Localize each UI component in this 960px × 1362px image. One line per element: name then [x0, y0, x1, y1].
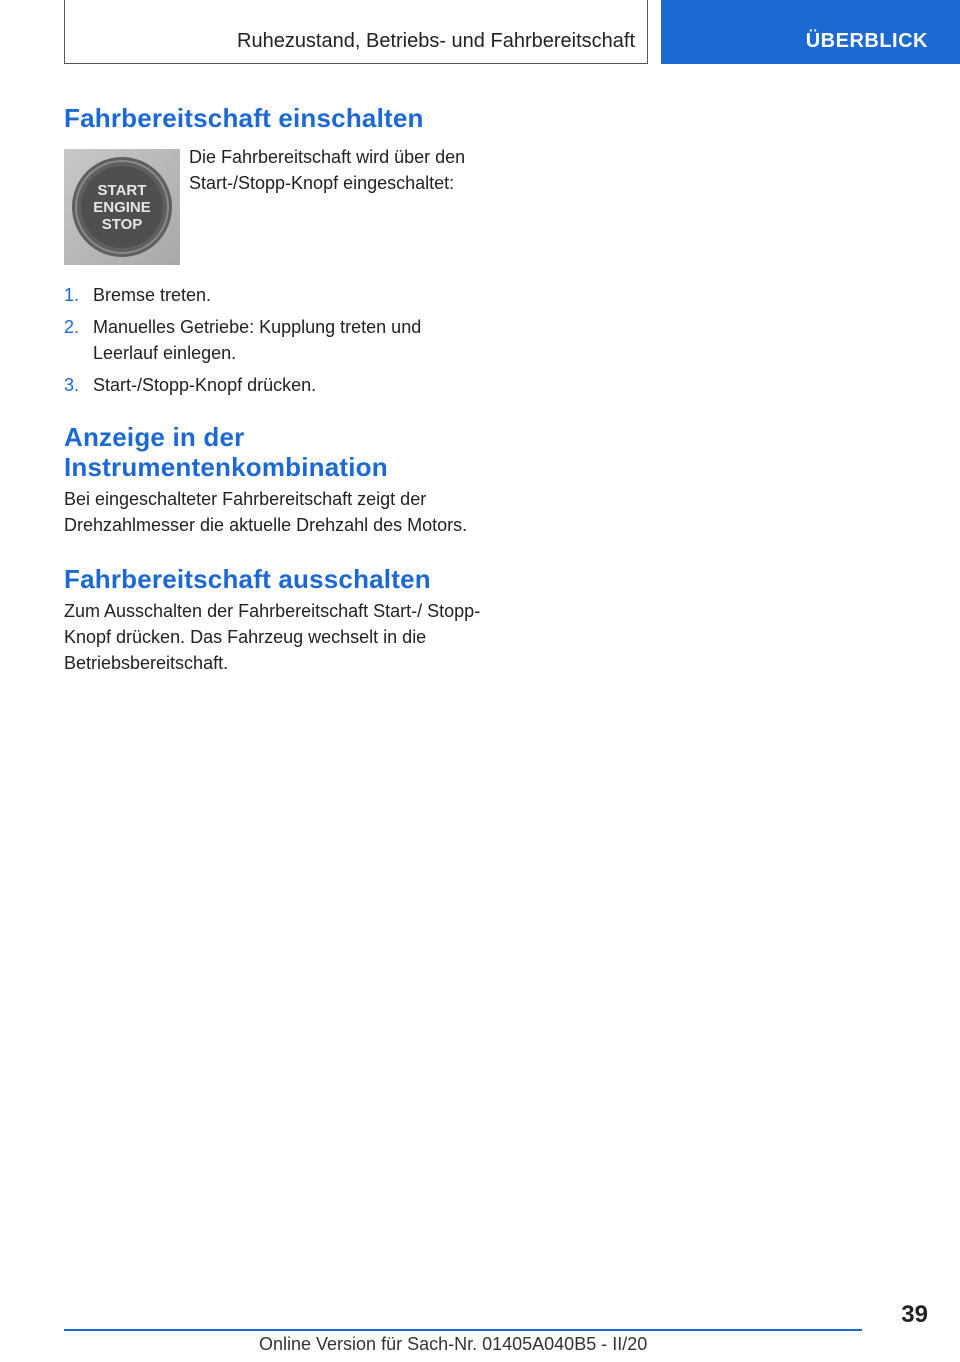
- section-heading-anzeige: Anzeige in der Instrumentenkombination: [64, 422, 388, 482]
- start-engine-stop-icon: [64, 149, 180, 265]
- list-item: [64, 282, 484, 308]
- step-text: Start-/Stopp-Knopf drücken.: [93, 375, 317, 395]
- step-text: Bremse treten.: [93, 285, 212, 305]
- chapter-title: Ruhezustand, Betriebs- und Fahrbereitschaft: [237, 30, 635, 52]
- section-tab[interactable]: [661, 0, 960, 64]
- intro-block: [64, 149, 484, 282]
- step-number: 2.: [64, 317, 80, 337]
- page-number: 39: [901, 1301, 928, 1328]
- main-content: [64, 103, 484, 676]
- header-chapter-box: [64, 0, 648, 64]
- step-text: Manuelles Getriebe: Kupplung treten und Leerlauf einlegen.: [93, 317, 422, 363]
- footer-divider: [64, 1329, 862, 1331]
- step-number: 1.: [64, 285, 80, 305]
- list-item: [64, 372, 484, 398]
- section-tab-label: ÜBERBLICK: [805, 30, 928, 52]
- section-text-ausschalten: Zum Ausschalten der Fahrbereitschaft Start-/ Stopp-Knopf drücken. Das Fahrzeug wechselt in die Betriebsbereitschaft.: [64, 601, 481, 673]
- list-item: [64, 314, 484, 366]
- intro-text: Die Fahrbereitschaft wird über den Start-/Stopp-Knopf eingeschaltet:: [189, 147, 466, 193]
- section-heading-einschalten: Fahrbereitschaft einschalten: [64, 103, 424, 133]
- section-text-anzeige: Bei eingeschalteter Fahrbereitschaft zeigt der Drehzahlmesser die aktuelle Drehzahl des Motors.: [64, 489, 468, 535]
- steps-list: [64, 282, 484, 398]
- section-heading-ausschalten: Fahrbereitschaft ausschalten: [64, 564, 431, 594]
- step-number: 3.: [64, 375, 80, 395]
- button-line-2: ENGINE: [93, 199, 151, 216]
- button-line-3: STOP: [101, 216, 143, 233]
- footer-online-version: Online Version für Sach-Nr. 01405A040B5 - II/20: [259, 1334, 648, 1354]
- button-line-1: START: [97, 182, 147, 199]
- start-stop-button-image: [64, 149, 180, 265]
